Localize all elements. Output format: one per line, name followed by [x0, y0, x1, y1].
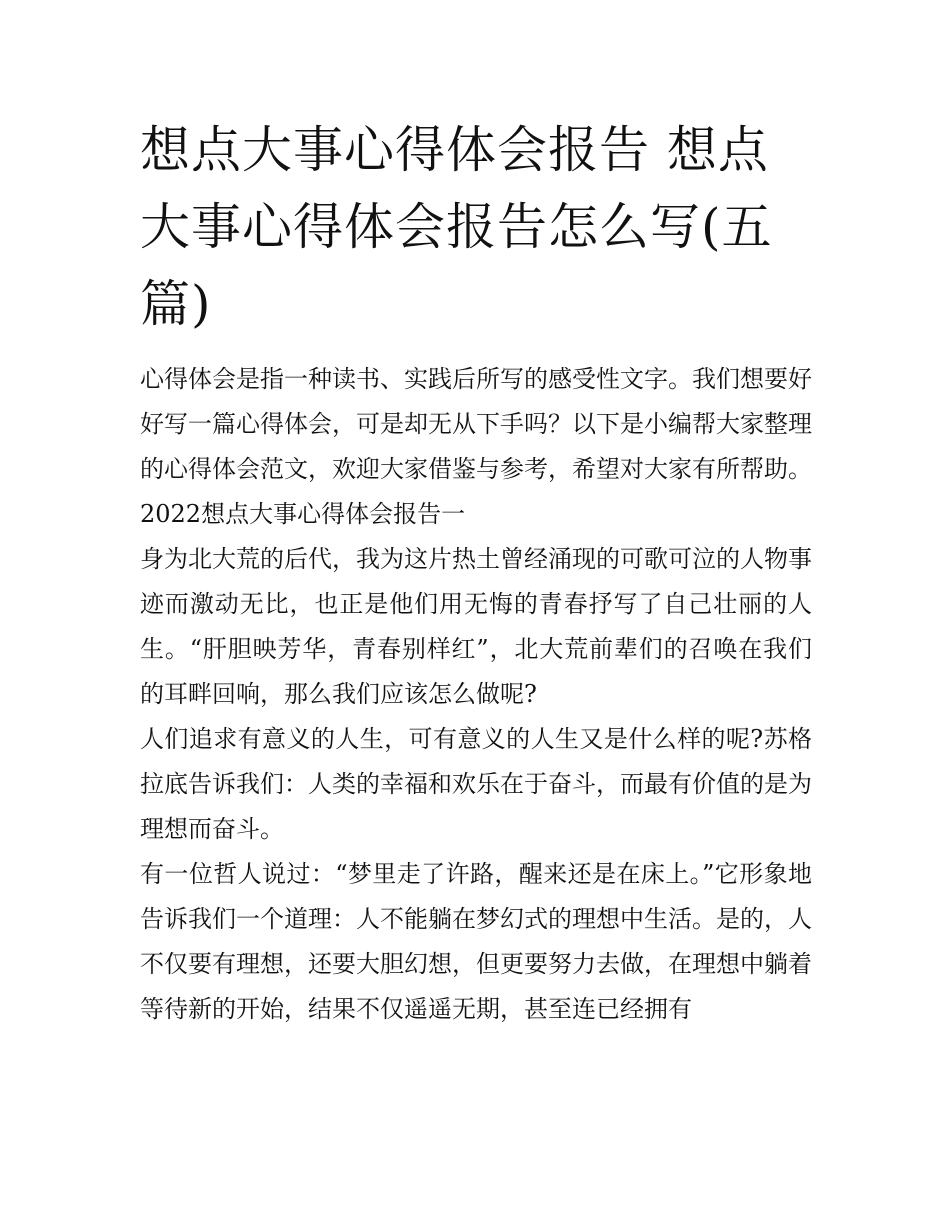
document-title: 想点大事心得体会报告 想点大事心得体会报告怎么写(五篇) [140, 121, 773, 333]
intro-paragraph: 心得体会是指一种读书、实践后所写的感受性文字。我们想要好好写一篇心得体会，可是却无从下手吗？以下是小编帮大家整理的心得体会范文，欢迎大家借鉴与参考，希望对大家有所帮助。 [140, 365, 812, 483]
body-paragraph-3: 有一位哲人说过：“梦里走了许路，醒来还是在床上。”它形象地告诉我们一个道理：人不能躺在梦幻式的理想中生活。是的，人不仅要有理想，还要大胆幻想，但更要努力去做，在理想中躺着等待新的开始，结果不仅遥遥无期，甚至连已经拥有 [140, 860, 812, 1023]
document-page [140, 112, 812, 1032]
section-heading: 2022想点大事心得体会报告一 [140, 500, 466, 528]
body-paragraph-2: 人们追求有意义的人生，可有意义的人生又是什么样的呢?苏格拉底告诉我们：人类的幸福和欢乐在于奋斗，而最有价值的是为理想而奋斗。 [140, 725, 812, 843]
body-paragraph-1: 身为北大荒的后代，我为这片热土曾经涌现的可歌可泣的人物事迹而激动无比，也正是他们用无悔的青春抒写了自己壮丽的人生。“肝胆映芳华，青春别样红”，北大荒前辈们的召唤在我们的耳畔回响，那么我们应该怎么做呢? [140, 545, 812, 708]
